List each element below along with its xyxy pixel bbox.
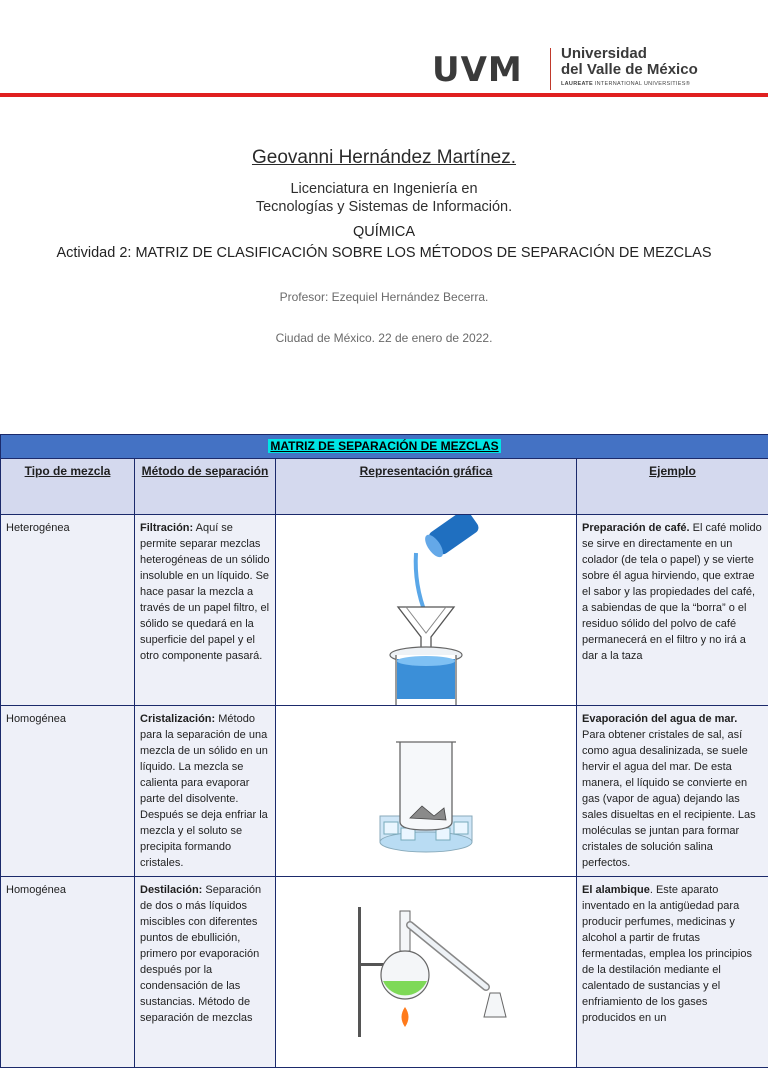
example-cell <box>577 877 768 1068</box>
logo-name-line1: Universidad <box>561 46 698 62</box>
degree-line1: Licenciatura en Ingeniería en <box>0 180 768 198</box>
logo-separator <box>550 48 551 90</box>
graphic-cell <box>276 877 577 1068</box>
header-type: Tipo de mezcla <box>1 459 135 515</box>
professor: Profesor: Ezequiel Hernández Becerra. <box>0 290 768 304</box>
method-name: Destilación: <box>140 884 202 896</box>
logo-name <box>561 46 698 78</box>
logo-tagline-bold: LAUREATE <box>561 81 593 87</box>
example-text: El café molido se sirve en directamente en un colador (de tela o papel) y se vierte sobre él agua hirviendo, que extrae el sabor y las propiedades del café, a sabiendas de que la “borra” o el residuo sólido del polvo de café permanecerá en el filtro y no irá a dar a la taza <box>582 522 762 662</box>
example-cell <box>577 706 768 877</box>
example-text: Para obtener cristales de sal, así como agua desalinizada, se suele hervir el agua del mar. De esta manera, el líquido se convierte en gas (vapor de agua) dejando las sales disueltas en el recipiente. Las moléculas se juntan para formar cristales de solución salina perfectos. <box>582 729 756 869</box>
header-graphic: Representación gráfica <box>276 459 577 515</box>
example-text: . Este aparato inventado en la antigüedad para producir perfumes, medicinas y alcohol a partir de frutas fermentadas, emplea los principios de la destilación mediante el calentado de sustancias y el enfriamiento de los gases producidos en un <box>582 884 752 1024</box>
method-cell <box>135 515 276 706</box>
mixture-type: Heterogénea <box>1 515 135 706</box>
mixture-type: Homogénea <box>1 706 135 877</box>
table-row <box>1 706 768 877</box>
distillation-icon <box>276 877 576 1037</box>
separation-matrix-table <box>0 434 768 1068</box>
example-name: El alambique <box>582 884 650 896</box>
table-title-cell <box>1 435 768 459</box>
method-text: Método para la separación de una mezcla de un sólido en un líquido. La mezcla se calienta para evaporar parte del disolvente. Después se deja enfriar la mezcla y el soluto se precipita formando cristales. <box>140 713 268 869</box>
activity-title: Actividad 2: MATRIZ DE CLASIFICACIÓN SOBRE LOS MÉTODOS DE SEPARACIÓN DE MEZCLAS <box>0 245 768 261</box>
header-method: Método de separación <box>135 459 276 515</box>
logo-mark: UVM <box>432 50 523 90</box>
logo-tagline-rest: INTERNATIONAL UNIVERSITIES® <box>595 81 690 87</box>
place-date: Ciudad de México. 22 de enero de 2022. <box>0 331 768 345</box>
table-row <box>1 515 768 706</box>
method-text: Aquí se permite separar mezclas heterogéneas de un sólido insoluble en un líquido. Se hace pasar la mezcla a través de un papel filtro, el sólido se quedará en la superficie del papel y el otro componente pasará. <box>140 522 270 662</box>
crystallization-icon <box>276 706 576 876</box>
method-cell <box>135 706 276 877</box>
table-title-row <box>1 435 768 459</box>
header-example: Ejemplo <box>577 459 768 515</box>
method-text: Separación de dos o más líquidos miscibles con diferentes puntos de ebullición, primero por evaporación después por la condensación de las sustancias. Método de separación de mezclas <box>140 884 261 1024</box>
logo-tagline <box>561 81 690 87</box>
graphic-cell <box>276 706 577 877</box>
degree-line2: Tecnologías y Sistemas de Información. <box>0 198 768 216</box>
table-header-row <box>1 459 768 515</box>
graphic-cell <box>276 515 577 706</box>
table-title: MATRIZ DE SEPARACIÓN DE MEZCLAS <box>268 439 500 453</box>
method-name: Filtración: <box>140 522 193 534</box>
author-name: Geovanni Hernández Martínez. <box>0 147 768 169</box>
example-name: Preparación de café. <box>582 522 690 534</box>
filtration-icon <box>276 515 576 705</box>
uvm-logo <box>432 44 732 94</box>
method-name: Cristalización: <box>140 713 215 725</box>
logo-name-line2: del Valle de México <box>561 62 698 78</box>
subject: QUÍMICA <box>0 224 768 240</box>
table-row <box>1 877 768 1068</box>
method-cell <box>135 877 276 1068</box>
example-name: Evaporación del agua de mar. <box>582 713 737 725</box>
example-cell <box>577 515 768 706</box>
header-divider <box>0 93 768 97</box>
degree <box>0 180 768 216</box>
mixture-type: Homogénea <box>1 877 135 1068</box>
